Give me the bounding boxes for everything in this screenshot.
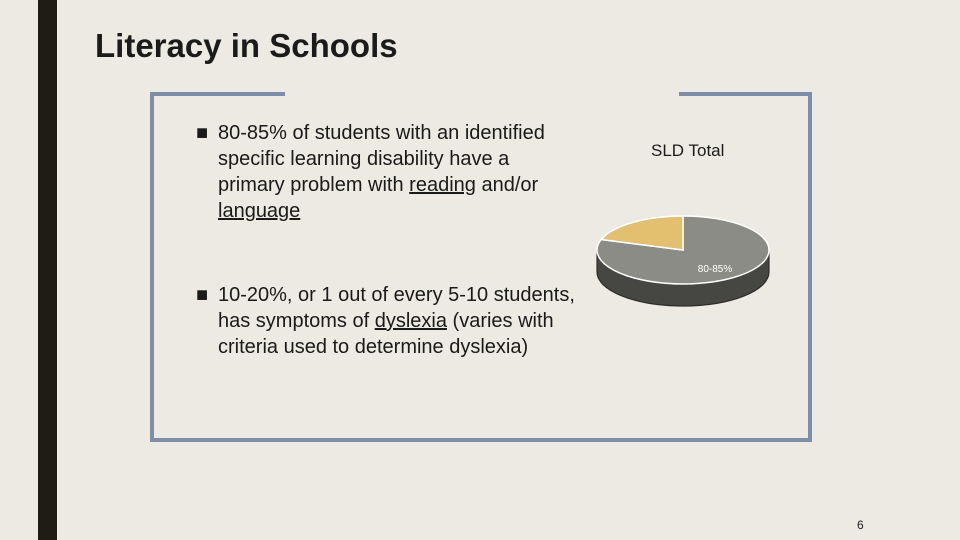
pie-chart bbox=[590, 130, 820, 330]
bullet-text-segment: (varies with criteria used to determine dyslexia) bbox=[218, 310, 554, 358]
bullet-text-segment: reading bbox=[409, 174, 476, 196]
bullet-text-segment: and/or bbox=[475, 174, 539, 196]
page-number: 6 bbox=[857, 518, 864, 532]
pie-data-label: 80-85% bbox=[697, 264, 733, 275]
bullet-text-segment: language bbox=[218, 200, 301, 222]
bullet-text-segment: 10-20%, or 1 out of every 5-10 students, has symptoms of bbox=[218, 284, 575, 332]
bullet-text-1 bbox=[218, 120, 578, 224]
bullet-text-2 bbox=[218, 282, 578, 360]
bullet-text-segment: 80-85% of students with an identified specific learning disability have a primary problem with bbox=[218, 122, 545, 196]
slide-title: Literacy in Schools bbox=[95, 27, 398, 64]
bullet-text-segment: dyslexia bbox=[374, 310, 447, 332]
chart-title: SLD Total bbox=[651, 141, 725, 160]
bullet-marker: ■ bbox=[196, 284, 209, 306]
left-accent-bar bbox=[38, 0, 57, 540]
bullet-marker: ■ bbox=[196, 122, 209, 144]
